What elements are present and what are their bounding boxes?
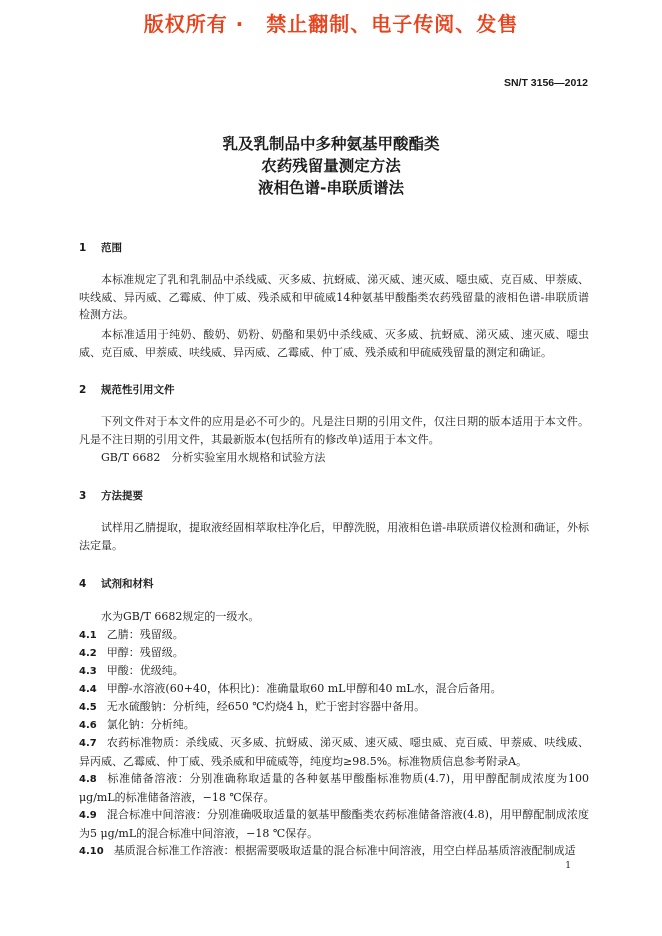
section-4-heading	[79, 576, 154, 591]
section-title: 试剂和材料	[101, 578, 154, 590]
list-item-4-10	[79, 842, 589, 861]
item-number: 4.9	[79, 810, 97, 821]
item-number: 4.1	[79, 630, 97, 641]
item-text: 甲酸：优级纯。	[106, 664, 184, 677]
item-number: 4.5	[79, 702, 97, 713]
list-item-4-5	[79, 698, 589, 717]
item-text: 氯化钠：分析纯。	[106, 718, 195, 731]
section-title: 规范性引用文件	[101, 384, 175, 396]
section-number: 2	[79, 384, 87, 396]
list-item-4-6	[79, 716, 589, 735]
copyright-watermark	[0, 8, 662, 37]
item-number: 4.4	[79, 684, 97, 695]
item-text: 农药标准物质：杀线威、灭多威、抗蚜威、涕灭威、速灭威、噁虫威、克百威、甲萘威、呋线威、异丙威、乙霉威、仲丁威、残杀威和甲硫威等，纯度均≥98.5%。标准物质信息参考附录A。	[79, 736, 589, 768]
list-item-4-7	[79, 734, 589, 770]
item-text: 混合标准中间溶液：分别准确吸取适量的氨基甲酸酯类农药标准储备溶液(4.8)，用甲醇配制成浓度为5 μg/mL的混合标准中间溶液，−18 ℃保存。	[79, 808, 589, 840]
section-number: 4	[79, 578, 87, 590]
item-text: 基质混合标准工作溶液：根据需要吸取适量的混合标准中间溶液，用空白样品基质溶液配制成适	[113, 844, 576, 857]
item-text: 甲醇：残留级。	[106, 646, 184, 659]
section-2-heading	[79, 382, 175, 397]
item-text: 乙腈：残留级。	[106, 628, 184, 641]
list-item-4-3	[79, 662, 589, 681]
item-number: 4.7	[79, 738, 97, 749]
item-text: 甲醇-水溶液(60+40，体积比)：准确量取60 mL甲醇和40 mL水，混合后备用。	[106, 682, 502, 695]
section-number: 1	[79, 242, 87, 254]
list-item-4-4	[79, 680, 589, 699]
watermark-part2: 禁止翻制、电子传阅、发售	[266, 12, 519, 36]
section-1-heading	[79, 240, 122, 255]
item-text: 标准储备溶液：分别准确称取适量的各种氨基甲酸酯标准物质(4.7)，用甲醇配制成浓度为100 μg/mL的标准储备溶液，−18 ℃保存。	[79, 772, 589, 804]
item-number: 4.8	[79, 774, 97, 785]
item-text: 无水硫酸钠：分析纯，经650 ℃灼烧4 h，贮于密封容器中备用。	[106, 700, 426, 713]
page-number: 1	[565, 861, 571, 871]
item-number: 4.3	[79, 666, 97, 677]
item-number: 4.6	[79, 720, 97, 731]
title-line-2: 农药残留量测定方法	[261, 157, 401, 175]
list-item-4-8	[79, 770, 589, 806]
item-number: 4.10	[79, 846, 104, 857]
item-number: 4.2	[79, 648, 97, 659]
normative-reference: GB/T 6682 分析实验室用水规格和试验方法	[101, 451, 326, 464]
section-3-heading	[79, 488, 143, 503]
title-line-3: 液相色谱-串联质谱法	[258, 179, 404, 197]
list-item-4-1	[79, 626, 589, 645]
section-2-paragraph-1: 下列文件对于本文件的应用是必不可少的。凡是注日期的引用文件，仅注日期的版本适用于本文件。凡是不注日期的引用文件，其最新版本(包括所有的修改单)适用于本文件。	[79, 415, 589, 446]
list-item-4-2	[79, 644, 589, 663]
title-line-1: 乳及乳制品中多种氨基甲酸酯类	[222, 135, 440, 153]
standard-number: SN/T 3156—2012	[503, 77, 588, 89]
section-1-paragraph-1: 本标准规定了乳和乳制品中杀线威、灭多威、抗蚜威、涕灭威、速灭威、噁虫威、克百威、甲萘威、呋线威、异丙威、乙霉威、仲丁威、残杀威和甲硫威14种氨基甲酸酯类农药残留量的液相色谱-串联质谱检测方法。	[79, 273, 589, 321]
section-4-intro: 水为GB/T 6682规定的一级水。	[101, 610, 260, 623]
section-title: 范围	[101, 242, 122, 254]
section-title: 方法提要	[101, 490, 143, 502]
document-title	[0, 133, 662, 199]
section-3-paragraph-1: 试样用乙腈提取，提取液经固相萃取柱净化后，甲醇洗脱，用液相色谱-串联质谱仪检测和确证，外标法定量。	[79, 521, 589, 552]
section-number: 3	[79, 490, 87, 502]
list-item-4-9	[79, 806, 589, 842]
watermark-part1: 版权所有 ·	[143, 12, 245, 36]
section-1-paragraph-2: 本标准适用于纯奶、酸奶、奶粉、奶酪和果奶中杀线威、灭多威、抗蚜威、涕灭威、速灭威、噁虫威、克百威、甲萘威、呋线威、异丙威、乙霉威、仲丁威、残杀威和甲硫威残留量的测定和确证。	[79, 328, 589, 359]
